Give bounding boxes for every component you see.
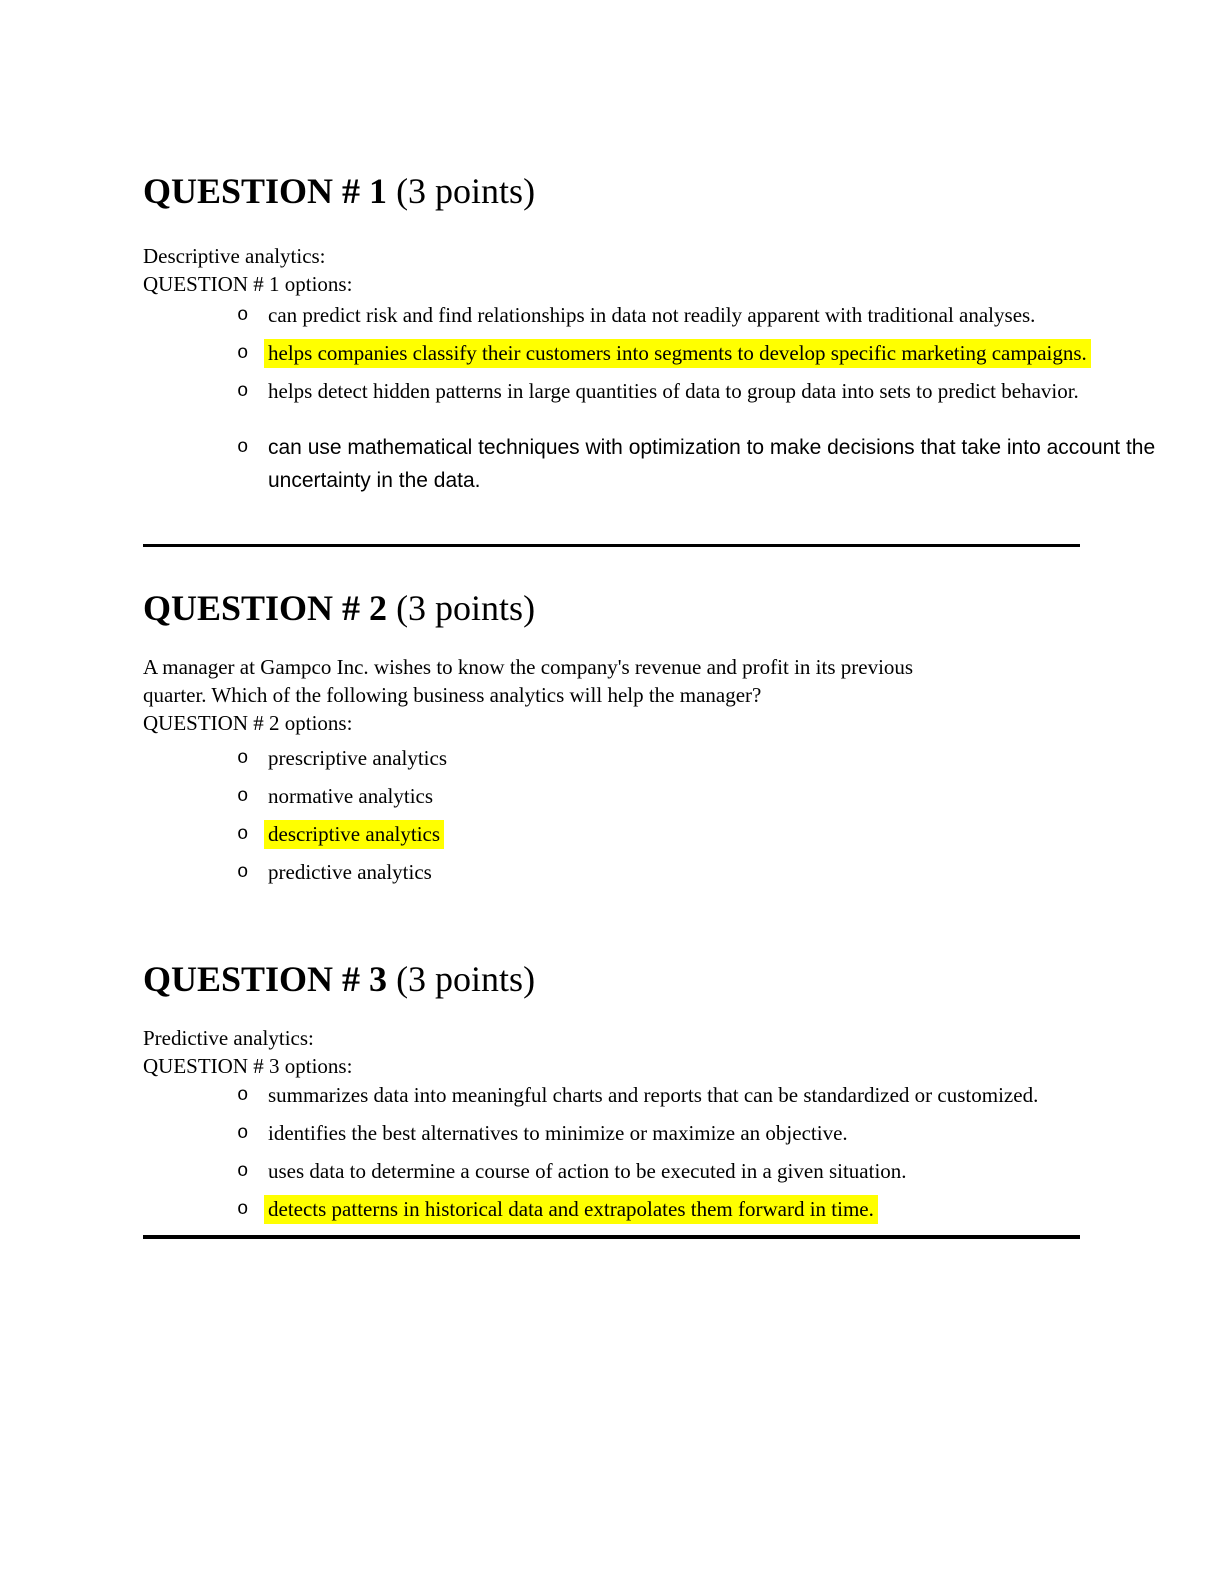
question-3-option-2: [143, 1120, 1214, 1147]
option-text: summarizes data into meaningful charts and reports that can be standardized or customized.: [268, 1083, 1039, 1107]
question-3-option-1: [143, 1082, 1214, 1109]
question-2-option-2: [143, 783, 1214, 810]
question-3-heading: [143, 958, 1214, 1000]
option-text: can predict risk and find relationships in data not readily apparent with traditional analyses.: [268, 303, 1036, 327]
circle-bullet-icon: o: [237, 1198, 249, 1220]
question-2-options: [143, 745, 1214, 886]
highlighted-option-text: helps companies classify their customers into segments to develop specific marketing campaigns.: [264, 339, 1091, 368]
circle-bullet-icon: o: [237, 304, 249, 326]
question-1-option-2: [143, 340, 1214, 367]
highlighted-option-text: detects patterns in historical data and extrapolates them forward in time.: [264, 1195, 878, 1224]
circle-bullet-icon: o: [237, 1160, 249, 1182]
question-2-option-1: [143, 745, 1214, 772]
question-3-section: [143, 958, 1214, 1239]
highlighted-option-text: descriptive analytics: [264, 820, 444, 849]
question-3-option-4: [143, 1196, 1214, 1223]
question-3-options: [143, 1082, 1214, 1223]
question-3-prompt-line-1: Predictive analytics:: [143, 1026, 314, 1050]
circle-bullet-icon: o: [237, 436, 249, 458]
circle-bullet-icon: o: [237, 380, 249, 402]
question-1-option-3: [143, 378, 1214, 405]
question-1-title: QUESTION # 1: [143, 171, 388, 211]
circle-bullet-icon: o: [237, 823, 249, 845]
option-text: normative analytics: [268, 784, 434, 808]
question-1-options: [143, 302, 1214, 497]
option-text: prescriptive analytics: [268, 746, 448, 770]
section-divider: [143, 544, 1080, 547]
question-2-option-3: [143, 821, 1214, 848]
option-text: identifies the best alternatives to minimize or maximize an objective.: [268, 1121, 848, 1145]
question-1-option-4: [143, 431, 1178, 497]
question-2-prompt-line-1: A manager at Gampco Inc. wishes to know the company's revenue and profit in its previous: [143, 655, 914, 679]
question-2-prompt: [143, 653, 1214, 737]
question-3-points: (3 points): [387, 959, 536, 999]
option-text: can use mathematical techniques with optimization to make decisions that take into account the uncertainty in the data.: [268, 436, 1156, 492]
circle-bullet-icon: o: [237, 861, 249, 883]
question-2-title: QUESTION # 2: [143, 588, 388, 628]
circle-bullet-icon: o: [237, 747, 249, 769]
circle-bullet-icon: o: [237, 342, 249, 364]
question-1-points: (3 points): [387, 171, 536, 211]
circle-bullet-icon: o: [237, 1122, 249, 1144]
option-text: helps detect hidden patterns in large quantities of data to group data into sets to predict behavior.: [268, 379, 1079, 403]
question-3-prompt-line-2: QUESTION # 3 options:: [143, 1054, 353, 1078]
question-2-prompt-line-2: quarter. Which of the following business analytics will help the manager?: [143, 683, 762, 707]
question-2-section: [143, 587, 1214, 886]
question-1-option-1: [143, 302, 1214, 329]
option-text: predictive analytics: [268, 860, 432, 884]
question-1-heading: [143, 170, 1214, 212]
question-1-section: [143, 170, 1214, 547]
question-3-prompt: [143, 1024, 1214, 1080]
question-1-prompt-line-2: QUESTION # 1 options:: [143, 272, 353, 296]
circle-bullet-icon: o: [237, 1084, 249, 1106]
bottom-rule: [143, 1235, 1080, 1239]
circle-bullet-icon: o: [237, 785, 249, 807]
question-2-prompt-line-3: QUESTION # 2 options:: [143, 711, 353, 735]
question-2-heading: [143, 587, 1214, 629]
question-1-prompt-line-1: Descriptive analytics:: [143, 244, 326, 268]
question-2-option-4: [143, 859, 1214, 886]
question-1-prompt: [143, 242, 1214, 298]
question-3-option-3: [143, 1158, 1214, 1185]
question-3-title: QUESTION # 3: [143, 959, 388, 999]
option-text: uses data to determine a course of action to be executed in a given situation.: [268, 1159, 907, 1183]
question-2-points: (3 points): [387, 588, 536, 628]
